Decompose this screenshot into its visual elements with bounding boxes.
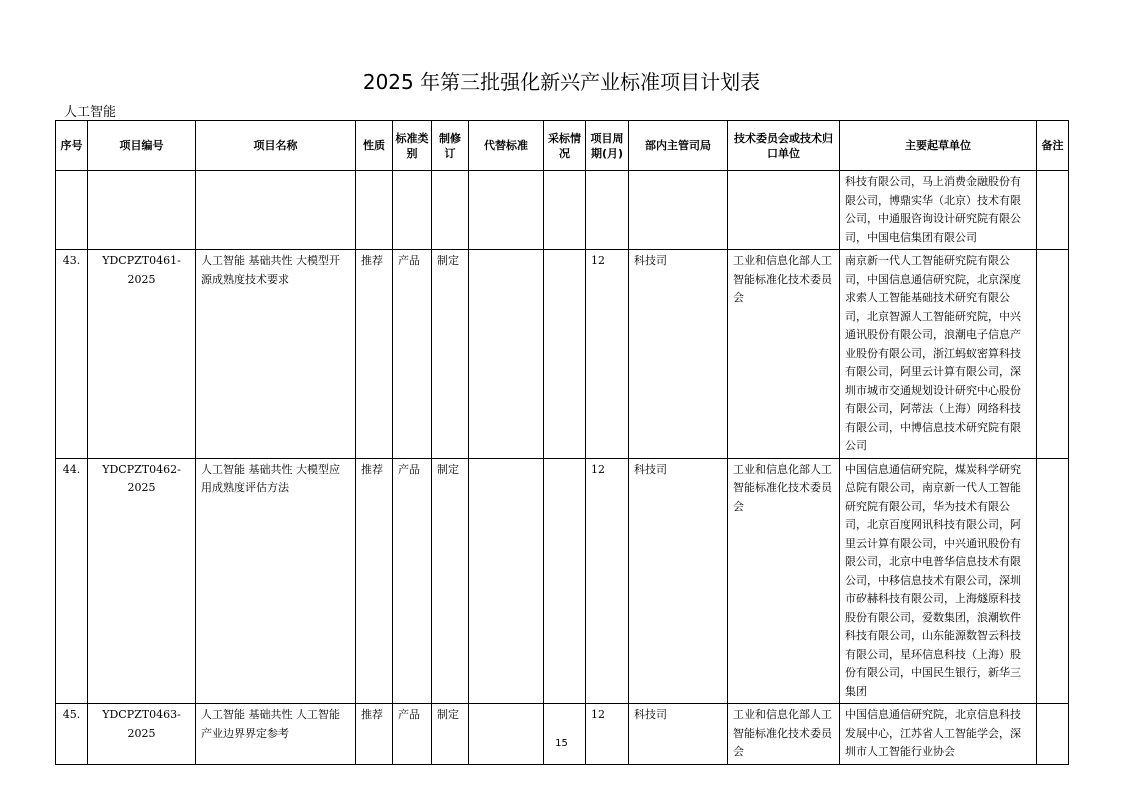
header-revision: 制修订 <box>432 121 469 171</box>
header-standard-type: 标准类别 <box>393 121 432 171</box>
cell-drafters: 中国信息通信研究院，北京信息科技发展中心，江苏省人工智能学会，深圳市人工智能行业协会 <box>840 704 1037 765</box>
table-row <box>56 171 1069 250</box>
standards-plan-table <box>55 120 1069 765</box>
cell-department <box>629 171 728 250</box>
cell-name: 人工智能 基础共性 大模型开源成熟度技术要求 <box>196 250 356 459</box>
header-nature: 性质 <box>356 121 393 171</box>
cell-cycle <box>586 171 629 250</box>
cell-name <box>196 171 356 250</box>
header-seq: 序号 <box>56 121 88 171</box>
cell-remarks <box>1037 704 1069 765</box>
cell-seq: 45. <box>56 704 88 765</box>
cell-revision: 制定 <box>432 704 469 765</box>
cell-replaces <box>469 704 544 765</box>
cell-adoption <box>544 250 586 459</box>
cell-adoption <box>544 458 586 704</box>
page-number: 15 <box>555 738 568 749</box>
header-remarks: 备注 <box>1037 121 1069 171</box>
header-cycle: 项目周期(月) <box>586 121 629 171</box>
cell-revision: 制定 <box>432 250 469 459</box>
cell-code: YDCPZT0461-2025 <box>88 250 196 459</box>
cell-seq: 44. <box>56 458 88 704</box>
table-row <box>56 250 1069 459</box>
cell-adoption <box>544 704 586 765</box>
cell-committee: 工业和信息化部人工智能标准化技术委员会 <box>728 250 840 459</box>
cell-revision <box>432 171 469 250</box>
cell-drafters: 中国信息通信研究院，煤炭科学研究总院有限公司，南京新一代人工智能研究院有限公司，华为技术有限公司，北京百度网讯科技有限公司，阿里云计算有限公司，中兴通讯股份有限公司，北京中电普华信息技术有限公司，中移信息技术有限公司，深圳市矽赫科技有限公司，上海燧原科技股份有限公司，爱数集团，浪潮软件科技有限公司，山东能源数智云科技有限公司，星环信息科技（上海）股份有限公司，中国民生银行，新华三集团 <box>840 458 1037 704</box>
cell-department: 科技司 <box>629 704 728 765</box>
cell-committee: 工业和信息化部人工智能标准化技术委员会 <box>728 704 840 765</box>
table-header-row <box>56 121 1069 171</box>
cell-remarks <box>1037 171 1069 250</box>
cell-drafters: 南京新一代人工智能研究院有限公司，中国信息通信研究院，北京深度求索人工智能基础技术研究有限公司，北京智源人工智能研究院，中兴通讯股份有限公司，浪潮电子信息产业股份有限公司，浙江蚂蚁密算科技有限公司，阿里云计算有限公司，深圳市城市交通规划设计研究中心股份有限公司，阿蒂法（上海）网络科技有限公司，中博信息技术研究院有限公司 <box>840 250 1037 459</box>
cell-replaces <box>469 250 544 459</box>
cell-revision: 制定 <box>432 458 469 704</box>
cell-remarks <box>1037 250 1069 459</box>
cell-department: 科技司 <box>629 458 728 704</box>
cell-standard-type: 产品 <box>393 250 432 459</box>
cell-nature: 推荐 <box>356 458 393 704</box>
header-department: 部内主管司局 <box>629 121 728 171</box>
header-committee: 技术委员会或技术归口单位 <box>728 121 840 171</box>
cell-nature: 推荐 <box>356 704 393 765</box>
cell-drafters: 科技有限公司，马上消费金融股份有限公司，博鼎实华（北京）技术有限公司，中通服咨询设计研究院有限公司，中国电信集团有限公司 <box>840 171 1037 250</box>
cell-nature <box>356 171 393 250</box>
cell-seq: 43. <box>56 250 88 459</box>
document-title: 2025 年第三批强化新兴产业标准项目计划表 <box>362 70 761 94</box>
cell-replaces <box>469 171 544 250</box>
category-label: 人工智能 <box>64 105 117 120</box>
cell-department: 科技司 <box>629 250 728 459</box>
cell-remarks <box>1037 458 1069 704</box>
cell-code: YDCPZT0462-2025 <box>88 458 196 704</box>
cell-adoption <box>544 171 586 250</box>
table-row <box>56 704 1069 765</box>
cell-code <box>88 171 196 250</box>
header-adoption: 采标情况 <box>544 121 586 171</box>
cell-standard-type: 产品 <box>393 458 432 704</box>
cell-seq <box>56 171 88 250</box>
header-code: 项目编号 <box>88 121 196 171</box>
cell-nature: 推荐 <box>356 250 393 459</box>
cell-standard-type <box>393 171 432 250</box>
cell-name: 人工智能 基础共性 人工智能产业边界界定参考 <box>196 704 356 765</box>
cell-cycle: 12 <box>586 250 629 459</box>
cell-replaces <box>469 458 544 704</box>
cell-cycle: 12 <box>586 458 629 704</box>
header-replaces: 代替标准 <box>469 121 544 171</box>
header-name: 项目名称 <box>196 121 356 171</box>
cell-cycle: 12 <box>586 704 629 765</box>
cell-standard-type: 产品 <box>393 704 432 765</box>
table-row <box>56 458 1069 704</box>
cell-committee <box>728 171 840 250</box>
cell-committee: 工业和信息化部人工智能标准化技术委员会 <box>728 458 840 704</box>
header-drafters: 主要起草单位 <box>840 121 1037 171</box>
cell-code: YDCPZT0463-2025 <box>88 704 196 765</box>
cell-name: 人工智能 基础共性 大模型应用成熟度评估方法 <box>196 458 356 704</box>
